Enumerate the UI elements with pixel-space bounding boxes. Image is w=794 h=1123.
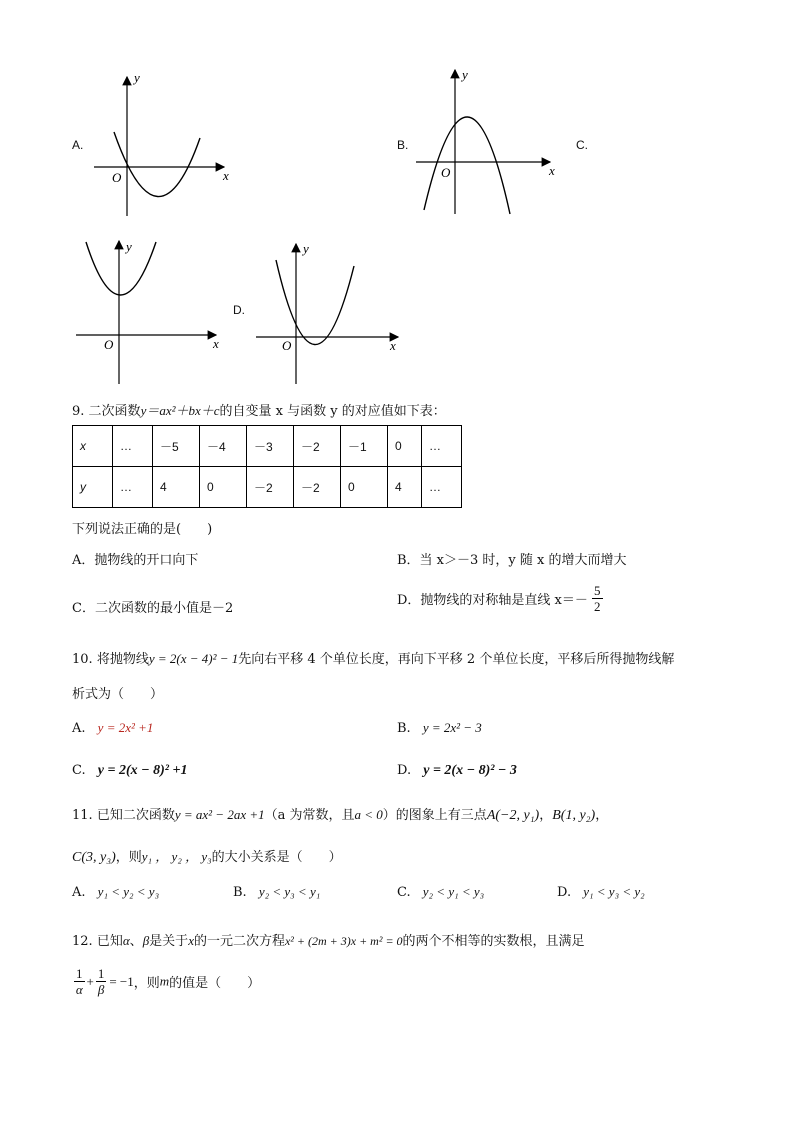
- table-cell: －2: [294, 426, 341, 467]
- x-axis-label: x: [213, 336, 219, 351]
- table-cell: －5: [153, 426, 200, 467]
- option-formula: y = 2x² +1: [97, 720, 154, 735]
- option-label: D.: [397, 763, 412, 778]
- q10-stem-prefix: 将抛物线: [96, 652, 149, 667]
- q11-text: 的大小关系是（ ）: [211, 850, 342, 865]
- q12-text: 的一元二次方程: [193, 934, 285, 949]
- x-axis-label: x: [390, 338, 396, 353]
- table-cell: 0: [200, 467, 247, 508]
- q9-option-a: A．抛物线的开口向下: [72, 553, 199, 568]
- fraction-one-over-beta: [96, 966, 107, 997]
- table-cell: －2: [247, 467, 294, 508]
- option-label: C.: [72, 763, 86, 778]
- q11-condition: a < 0: [354, 807, 383, 822]
- x-axis-label: x: [549, 163, 555, 178]
- y-axis-label: y: [134, 70, 140, 85]
- q9-stem-prefix: 二次函数: [88, 404, 141, 419]
- y-axis-label: y: [126, 239, 132, 254]
- graph-a-label: A.: [72, 138, 84, 152]
- q12-text: 、: [129, 934, 143, 949]
- option-formula: y = 2x² − 3: [422, 720, 482, 735]
- fraction-numerator: 1: [76, 966, 83, 981]
- q9-number: 9.: [72, 404, 85, 419]
- q12-equation: x² + (2m + 3)x + m² = 0: [284, 934, 403, 948]
- m-symbol: m: [159, 973, 170, 989]
- q12-number: 12.: [72, 934, 93, 949]
- q9-option-d-text: D．抛物线的对称轴是直线 x＝－: [397, 593, 588, 608]
- q11-option-a: [72, 884, 159, 900]
- q11-stem: 11. 已知二次函数y = ax² − 2ax +1（a 为常数，且a < 0）的图象上有三点A(−2, y₁)，B(1, y₂)，: [72, 807, 609, 823]
- q12-text: ，则: [133, 976, 160, 991]
- origin-label: O: [441, 165, 451, 180]
- q9-option-b: B．当 x＞－3 时，y 随 x 的增大而增大: [397, 553, 627, 568]
- q10-option-c: [72, 763, 187, 779]
- q11-formula: y = ax² − 2ax +1: [174, 807, 265, 822]
- q11-option-c: [397, 884, 484, 900]
- option-label: A.: [72, 721, 86, 736]
- option-formula: y₂ < y₃ < y₁: [258, 884, 321, 899]
- q11-option-b: [233, 884, 320, 900]
- q11-text: ）的图象上有三点: [382, 808, 487, 823]
- table-cell: 4: [153, 467, 200, 508]
- equals-rhs: = −1: [109, 973, 134, 989]
- q11-text: 已知二次函数: [96, 808, 175, 823]
- plus-sign: +: [86, 973, 94, 989]
- q10-number: 10.: [72, 652, 93, 667]
- option-label: B.: [233, 885, 247, 900]
- fraction-numerator: 5: [594, 583, 601, 598]
- fraction-denominator: 2: [594, 599, 601, 614]
- option-formula: y₁ < y₃ < y₂: [583, 884, 645, 899]
- origin-label: O: [282, 338, 292, 353]
- graph-b-label: B.: [397, 138, 409, 152]
- fraction-numerator: 1: [97, 966, 105, 981]
- q12-stem: [72, 930, 585, 949]
- table-cell: －4: [200, 426, 247, 467]
- option-formula: y₂ < y₁ < y₃: [422, 884, 485, 899]
- table-cell: …: [422, 467, 462, 508]
- graph-c: [70, 236, 230, 386]
- q11-stem-line2: [72, 846, 342, 866]
- table-row: [73, 426, 462, 467]
- table-cell: x: [73, 426, 113, 467]
- graph-c-label: C.: [576, 138, 588, 152]
- x-symbol: x: [188, 933, 194, 948]
- q12-stem-line2: [74, 966, 260, 997]
- y-axis-label: y: [462, 67, 468, 82]
- fraction-denominator: β: [97, 982, 105, 997]
- origin-label: O: [112, 170, 122, 185]
- fraction-one-over-alpha: [74, 966, 85, 997]
- option-label: B.: [397, 721, 411, 736]
- fraction-denominator: α: [75, 982, 83, 997]
- q10-stem-suffix: 先向右平移 4 个单位长度，再向下平移 2 个单位长度，平移后所得抛物线解: [238, 652, 675, 667]
- graph-d-label: D.: [233, 303, 245, 317]
- option-label: C.: [397, 885, 411, 900]
- table-cell: －3: [247, 426, 294, 467]
- q10-option-d: [397, 763, 517, 779]
- q9-stem-suffix: 的自变量 x 与函数 y 的对应值如下表：: [219, 404, 446, 419]
- table-cell: 4: [388, 467, 422, 508]
- table-cell: 0: [388, 426, 422, 467]
- table-cell: …: [113, 467, 153, 508]
- graph-b: [412, 66, 562, 218]
- q12-text: 是关于: [149, 934, 189, 949]
- q11-option-d: [557, 884, 645, 900]
- option-label: A.: [72, 885, 86, 900]
- q12-text: 的两个不相等的实数根，且满足: [402, 934, 585, 949]
- q11-text: （a 为常数，且: [264, 808, 355, 823]
- parabola-curve: [276, 260, 354, 345]
- option-formula: y = 2(x − 8)² − 3: [423, 763, 517, 778]
- alpha-symbol: α: [122, 933, 130, 948]
- table-cell: －2: [294, 467, 341, 508]
- q11-point-a: A(−2, y₁): [486, 808, 540, 823]
- q9-formula: y＝ax²＋bx＋c: [140, 403, 220, 418]
- q9-question: 下列说法正确的是( ): [72, 522, 213, 537]
- q12-text: 的值是（ ）: [169, 976, 261, 991]
- table-cell: …: [113, 426, 153, 467]
- table-cell: －1: [341, 426, 388, 467]
- q11-point-b: B(1, y₂): [552, 808, 596, 823]
- x-axis-label: x: [223, 168, 229, 183]
- graph-d: [250, 236, 410, 386]
- q9-stem: [72, 400, 446, 419]
- q10-stem-line2: 析式为（ ）: [72, 687, 164, 702]
- y-axis-label: y: [303, 241, 309, 256]
- table-row: [73, 467, 462, 508]
- q10-formula: y = 2(x − 4)² − 1: [148, 651, 239, 666]
- q9-value-table: [72, 425, 462, 508]
- option-formula: y = 2(x − 8)² +1: [97, 763, 188, 778]
- q10-option-b: [397, 720, 482, 736]
- option-label: D.: [557, 885, 572, 900]
- table-cell: 0: [341, 467, 388, 508]
- q11-number: 11.: [72, 808, 93, 823]
- parabola-curve: [86, 242, 156, 295]
- table-cell: …: [422, 426, 462, 467]
- q10-stem: [72, 648, 674, 667]
- fraction: [592, 583, 603, 614]
- origin-label: O: [104, 337, 114, 352]
- graph-a: [88, 68, 238, 220]
- beta-symbol: β: [142, 933, 150, 948]
- q9-option-d: [397, 583, 603, 614]
- table-cell: y: [73, 467, 113, 508]
- parabola-curve: [424, 117, 510, 214]
- q12-text: 已知: [96, 934, 123, 949]
- q9-option-c: C．二次函数的最小值是－2: [72, 601, 234, 616]
- q11-point-c: C(3, y₃): [72, 850, 116, 865]
- q11-vars: y₁ ， y₂ ， y₃: [141, 849, 212, 864]
- option-formula: y₁ < y₂ < y₃: [97, 884, 160, 899]
- q11-text: ，则: [115, 850, 142, 865]
- q10-option-a: [72, 720, 153, 736]
